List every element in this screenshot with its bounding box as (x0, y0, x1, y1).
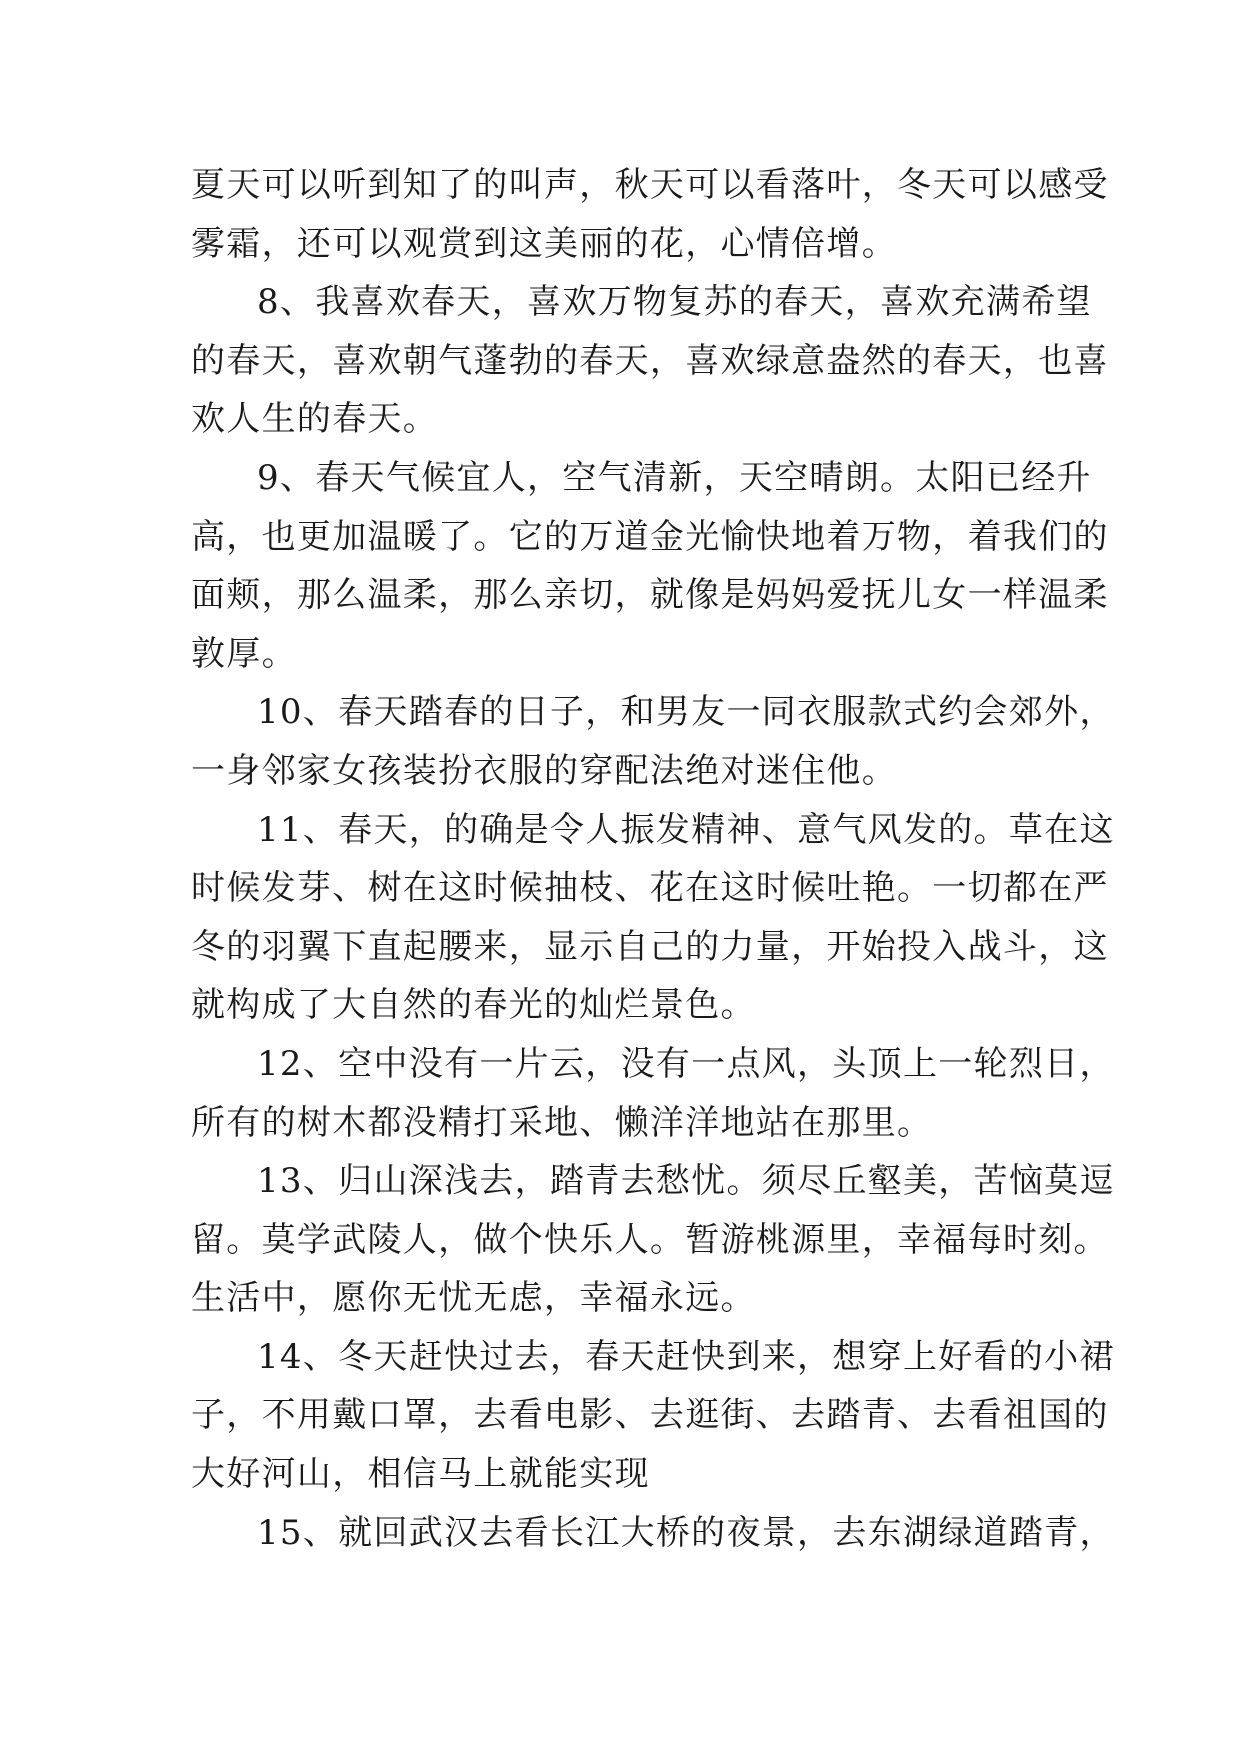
document-body (191, 156, 1115, 1562)
text-line: 雾霜，还可以观赏到这美丽的花，心情倍增。 (191, 223, 897, 264)
text-line: 生活中，愿你无忧无虑，幸福永远。 (191, 1278, 756, 1319)
text-line: 子，不用戴口罩，去看电影、去逛街、去踏青、去看祖国的 (191, 1395, 1109, 1436)
paragraph-start-line: 12、空中没有一片云，没有一点风，头顶上一轮烈日， (257, 1043, 1115, 1084)
text-line: 时候发芽、树在这时候抽枝、花在这时候吐艳。一切都在严 (191, 868, 1109, 909)
text-line: 的春天，喜欢朝气蓬勃的春天，喜欢绿意盎然的春天，也喜 (191, 340, 1109, 381)
paragraph-start-line: 9、春天气候宜人，空气清新，天空晴朗。太阳已经升 (257, 457, 1092, 498)
text-line: 所有的树木都没精打采地、懒洋洋地站在那里。 (191, 1102, 933, 1143)
paragraph-start-line: 15、就回武汉去看长江大桥的夜景，去东湖绿道踏青， (257, 1512, 1115, 1553)
text-line: 敦厚。 (191, 633, 297, 674)
text-line: 就构成了大自然的春光的灿烂景色。 (191, 985, 756, 1026)
text-line: 夏天可以听到知了的叫声，秋天可以看落叶，冬天可以感受 (191, 165, 1109, 205)
paragraph-start-line: 14、冬天赶快过去，春天赶快到来，想穿上好看的小裙 (257, 1336, 1115, 1377)
text-line: 一身邻家女孩装扮衣服的穿配法绝对迷住他。 (191, 750, 897, 791)
text-line: 大好河山，相信马上就能实现 (191, 1454, 650, 1495)
paragraph-start-line: 11、春天，的确是令人振发精神、意气风发的。草在这 (257, 809, 1115, 850)
text-line: 高，也更加温暖了。它的万道金光愉快地着万物，着我们的 (191, 516, 1109, 557)
text-line: 欢人生的春天。 (191, 399, 439, 440)
text-line: 冬的羽翼下直起腰来，显示自己的力量，开始投入战斗，这 (191, 926, 1109, 967)
text-line: 面颊，那么温柔，那么亲切，就像是妈妈爱抚儿女一样温柔 (191, 575, 1109, 616)
text-line: 留。莫学武陵人，做个快乐人。暂游桃源里，幸福每时刻。 (191, 1219, 1109, 1260)
paragraph-start-line: 8、我喜欢春天，喜欢万物复苏的春天，喜欢充满希望 (257, 282, 1092, 323)
paragraph-start-line: 13、归山深浅去，踏青去愁忧。须尽丘壑美，苦恼莫逗 (257, 1161, 1115, 1202)
paragraph-start-line: 10、春天踏春的日子，和男友一同衣服款式约会郊外， (257, 692, 1115, 733)
